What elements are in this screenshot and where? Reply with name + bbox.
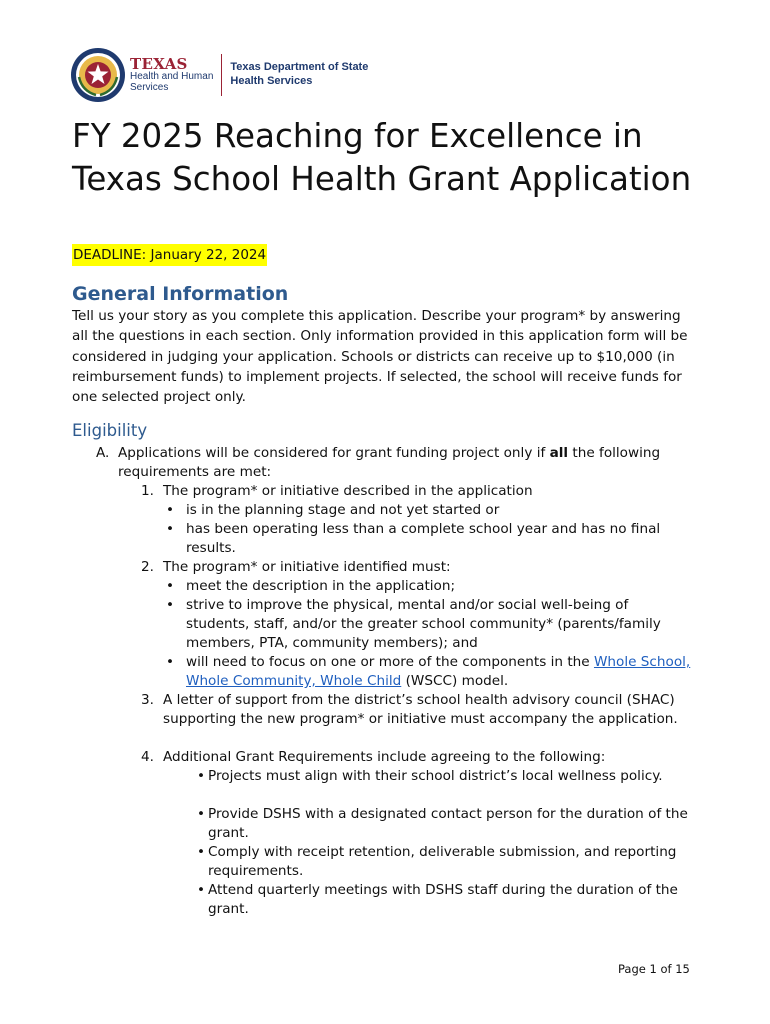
bullet-dot-icon: • — [197, 882, 206, 898]
item-4-bullet-2: Provide DSHS with a designated contact person for the duration of the grant. — [208, 806, 688, 841]
bullet-dot-icon: • — [166, 521, 175, 537]
item-a-marker: A. — [96, 445, 110, 461]
item-a-text-after: the following requirements are met: — [118, 445, 661, 480]
item-2-bullet-2: strive to improve the physical, mental and/or social well-being of students, staff, and/or the greater school community* (parents/family members, PTA, community members); and — [186, 597, 661, 651]
logo-divider — [221, 54, 222, 96]
eligibility-heading: Eligibility — [72, 421, 148, 440]
page-number — [618, 961, 690, 977]
item-4-bullet-1: Projects must align with their school district’s local wellness policy. — [208, 768, 663, 784]
footer-page-num: 1 — [649, 962, 657, 976]
bullet-dot-icon: • — [166, 654, 175, 670]
logo-dshs-line1: Texas Department of State — [230, 61, 369, 74]
item-a-text-bold: all — [549, 445, 569, 461]
item-3-marker: 3. — [141, 692, 154, 708]
item-4-bullet-4: Attend quarterly meetings with DSHS staff during the duration of the grant. — [208, 882, 678, 917]
footer-page-word: Page — [618, 962, 646, 976]
bullet-dot-icon: • — [197, 844, 206, 860]
item-1-marker: 1. — [141, 483, 154, 499]
header-logo — [70, 44, 368, 106]
general-information-heading: General Information — [72, 283, 289, 305]
bullet-dot-icon: • — [166, 578, 175, 594]
item-2-text: The program* or initiative identified must: — [163, 559, 451, 575]
wscc-model-link[interactable]: Whole School, Whole Community, Whole Child — [186, 654, 691, 689]
item-2-bullet-3 — [186, 653, 694, 691]
footer-of-word: of — [660, 962, 672, 976]
bullet-dot-icon: • — [166, 597, 175, 613]
item-2-bullet-3-after: (WSCC) model. — [401, 673, 509, 689]
logo-dshs-line2: Health Services — [230, 75, 313, 87]
item-1-text: The program* or initiative described in the application — [163, 483, 533, 499]
bullet-dot-icon: • — [197, 806, 206, 822]
hhs-wordmark — [130, 54, 214, 94]
logo-texas-text: TEXAS — [130, 54, 188, 73]
bullet-dot-icon: • — [197, 768, 206, 784]
deadline-highlight: DEADLINE: January 22, 2024 — [72, 244, 267, 266]
item-1-bullet-2: has been operating less than a complete school year and has no final results. — [186, 521, 661, 556]
document-title: FY 2025 Reaching for Excellence in Texas School Health Grant Application — [72, 117, 692, 198]
item-4-bullet-3: Comply with receipt retention, deliverable submission, and reporting requirements. — [208, 844, 677, 879]
item-a-text-before: Applications will be considered for grant funding project only if — [118, 445, 550, 461]
item-3-text: A letter of support from the district’s school health advisory council (SHAC) supporting the new program* or initiative must accompany the application. — [163, 692, 678, 727]
texas-seal-icon — [70, 47, 126, 103]
item-2-bullet-3-before: will need to focus on one or more of the components in the — [186, 654, 594, 670]
footer-page-total: 15 — [675, 962, 690, 976]
bullet-dot-icon: • — [166, 502, 175, 518]
item-2-bullet-1: meet the description in the application; — [186, 578, 456, 594]
logo-hhs-line2: Services — [130, 81, 169, 93]
logo-hhs-line1: Health and Human — [130, 71, 214, 83]
item-a-text — [118, 444, 678, 482]
item-2-marker: 2. — [141, 559, 154, 575]
item-4-marker: 4. — [141, 749, 154, 765]
item-1-bullet-1: is in the planning stage and not yet started or — [186, 502, 500, 518]
general-information-text: Tell us your story as you complete this application. Describe your program* by answering all the questions in each section. Only information provided in this application form will be considered in judging your application. Schools or districts can receive up to $10,000 (in reimbursement funds) to implement projects. If selected, the school will receive funds for one selected project only. — [72, 308, 688, 406]
item-4-text: Additional Grant Requirements include agreeing to the following: — [163, 749, 606, 765]
dshs-wordmark — [230, 61, 368, 89]
